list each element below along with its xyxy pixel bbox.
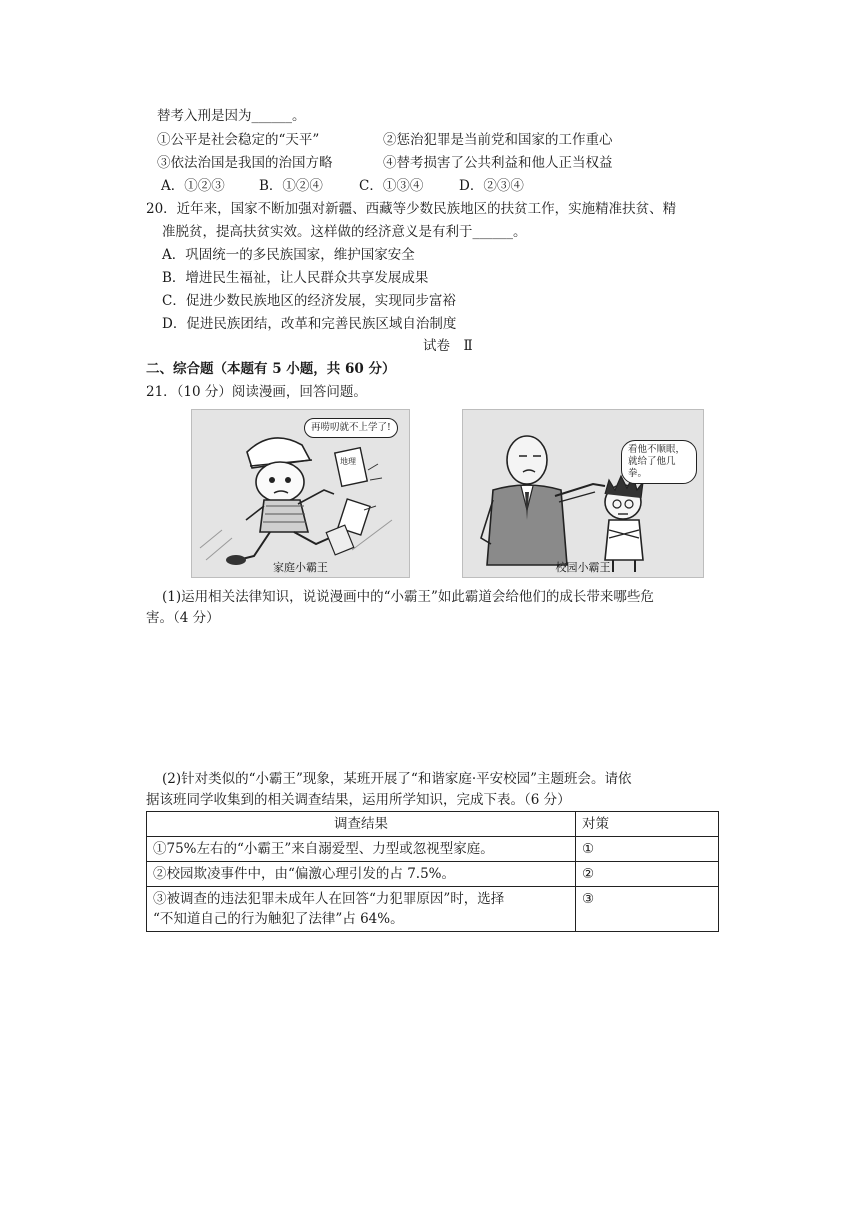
header-measure: 对策 — [576, 812, 719, 837]
table-row — [147, 862, 719, 887]
row3-measure-cell[interactable]: ③ — [576, 887, 719, 932]
table-row — [147, 837, 719, 862]
q19-choice-a: A．①②③ — [161, 178, 225, 194]
q19-option-1: ①公平是社会稳定的“天平” — [157, 132, 320, 148]
section2-heading: 二、综合题（本题有 5 小题，共 60 分） — [146, 361, 396, 377]
teacher-and-boy-illustration — [463, 410, 703, 577]
q20-option-d: D．促进民族团结，改革和完善民族区域自治制度 — [162, 316, 457, 332]
q21-sub1-line2: 害。（4 分） — [146, 610, 220, 626]
q20-stem-line1: 20．近年来，国家不断加强对新疆、西藏等少数民族地区的扶贫工作，实施精准扶贫、精 — [146, 201, 677, 217]
row1-result: ①75%左右的“小霸王”来自溺爱型、力型或忽视型家庭。 — [147, 837, 576, 862]
q19-stem: 替考入刑是因为______。 — [157, 108, 306, 124]
q19-choice-c: C．①③④ — [359, 178, 424, 194]
q21-sub2-line2: 据该班同学收集到的相关调查结果，运用所学知识，完成下表。（6 分） — [146, 792, 571, 808]
survey-table — [146, 811, 719, 932]
q21-sub1-line1: (1)运用相关法律知识，说说漫画中的“小霸王”如此霸道会给他们的成长带来哪些危 — [162, 589, 654, 605]
q21-stem: 21．（10 分）阅读漫画，回答问题。 — [146, 384, 367, 400]
cartoon1-speech-bubble: 再唠叨就不上学了! — [304, 418, 398, 438]
q19-option-2: ②惩治犯罪是当前党和国家的工作重心 — [383, 132, 613, 148]
table-row — [147, 887, 719, 932]
row3-result-line1: ③被调查的违法犯罪未成年人在回答“力犯罪原因”时，选择 — [153, 891, 505, 907]
cartoon1-caption: 家庭小霸王 — [273, 561, 328, 574]
cartoon2-caption: 校园小霸王 — [555, 561, 611, 574]
row2-measure-cell[interactable]: ② — [576, 862, 719, 887]
table-header-row — [147, 812, 719, 837]
row2-result: ②校园欺凌事件中，由“偏激心理引发的占 7.5%。 — [147, 862, 576, 887]
cartoon-school-bully — [462, 409, 704, 578]
q20-option-b: B．增进民生福祉，让人民群众共享发展成果 — [162, 270, 429, 286]
row3-result-line2: “不知道自己的行为触犯了法律”占 64%。 — [153, 911, 404, 927]
q21-sub2-line1: (2)针对类似的“小霸王”现象，某班开展了“和谐家庭·平安校园”主题班会。请依 — [162, 771, 632, 787]
q20-option-a: A．巩固统一的多民族国家，维护国家安全 — [162, 247, 415, 263]
q19-choice-b: B．①②④ — [259, 178, 323, 194]
part2-title: 试卷 Ⅱ — [423, 338, 473, 354]
q20-stem-line2: 准脱贫，提高扶贫实效。这样做的经济意义是有利于______。 — [162, 224, 527, 240]
cartoon-family-bully — [191, 409, 410, 578]
q19-choice-d: D．②③④ — [459, 178, 524, 194]
q19-option-3: ③依法治国是我国的治国方略 — [157, 155, 333, 171]
q20-option-c: C．促进少数民族地区的经济发展，实现同步富裕 — [162, 293, 456, 309]
row1-measure-cell[interactable]: ① — [576, 837, 719, 862]
row3-result — [147, 887, 576, 932]
header-survey-result: 调查结果 — [147, 812, 576, 837]
cartoon1-book-label: 地理 — [340, 457, 356, 466]
cartoon2-speech-bubble: 看他不顺眼，就给了他几拳。 — [621, 440, 697, 484]
q19-option-4: ④替考损害了公共利益和他人正当权益 — [383, 155, 613, 171]
